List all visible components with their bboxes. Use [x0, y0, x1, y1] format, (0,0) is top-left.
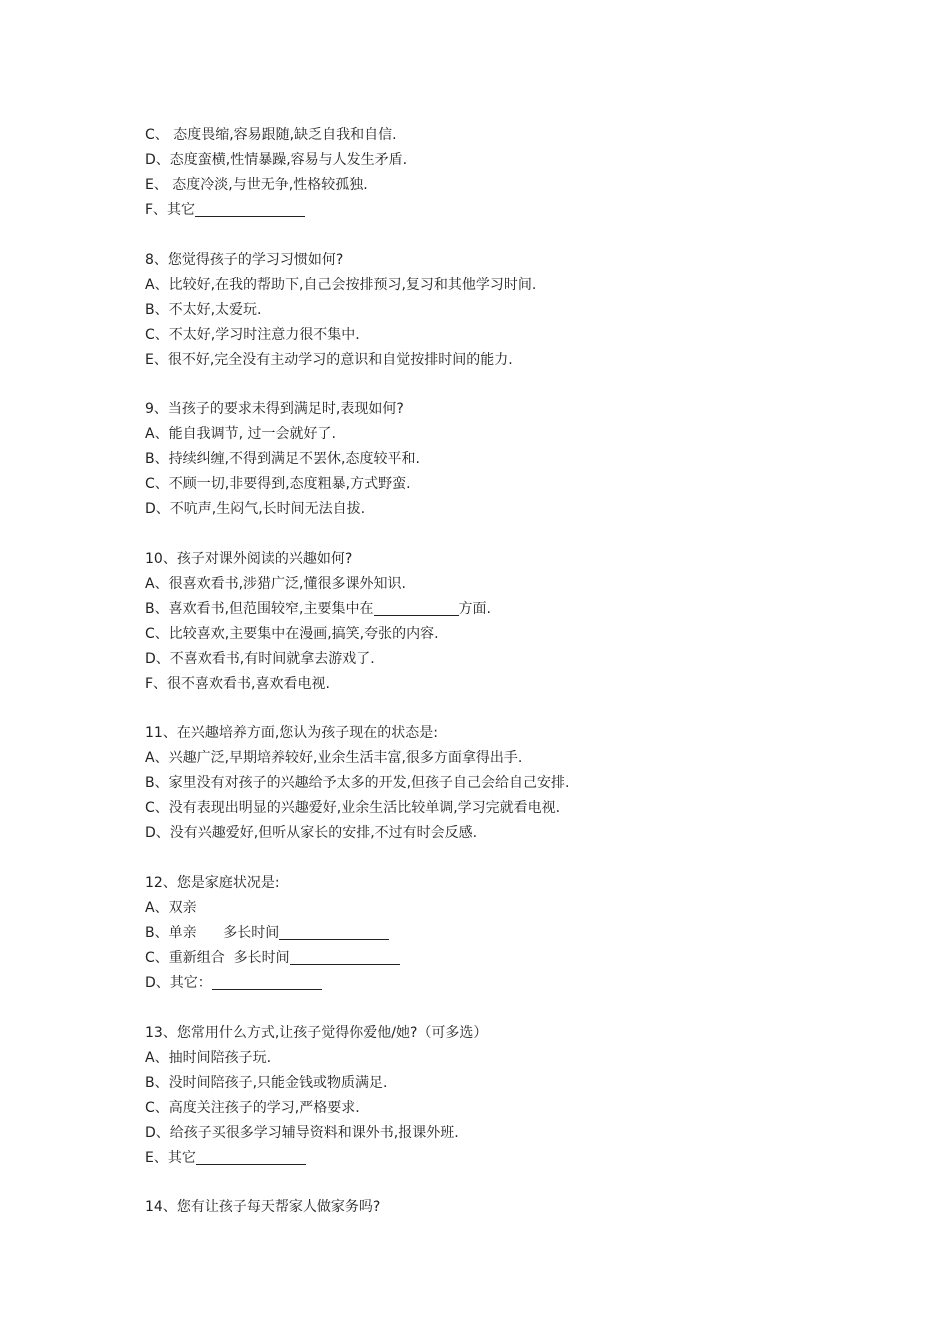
fill-in-blank[interactable]: [195, 200, 305, 217]
q13-question: 13、您常用什么方式,让孩子觉得你爱他/她?（可多选）: [145, 1024, 488, 1041]
q10-option-b-suffix: 方面.: [458, 600, 491, 617]
q7-option-e: E、 态度冷淡,与世无争,性格较孤独.: [145, 177, 368, 193]
q7-option-c: C、 态度畏缩,容易跟随,缺乏自我和自信.: [145, 127, 397, 143]
q11-option-b: B、家里没有对孩子的兴趣给予太多的开发,但孩子自己会给自己安排.: [145, 775, 570, 792]
q10-option-a: A、很喜欢看书,涉猎广泛,懂很多课外知识.: [145, 575, 406, 592]
q11-option-d: D、没有兴趣爱好,但听从家长的安排,不过有时会反感.: [145, 825, 478, 842]
q11-question: 11、在兴趣培养方面,您认为孩子现在的状态是:: [145, 725, 438, 742]
q12-question: 12、您是家庭状况是:: [145, 874, 280, 891]
q13-option-b: B、没时间陪孩子,只能金钱或物质满足.: [145, 1074, 388, 1091]
q12-option-a: A、双亲: [145, 899, 197, 916]
q14-question: 14、您有让孩子每天帮家人做家务吗?: [145, 1199, 381, 1216]
q9-option-b: B、持续纠缠,不得到满足不罢休,态度较平和.: [145, 451, 420, 468]
q13-option-a: A、抽时间陪孩子玩.: [145, 1049, 272, 1066]
q10-option-b: [145, 597, 905, 622]
q9-option-a: A、能自我调节, 过一会就好了.: [145, 426, 336, 443]
fill-in-blank[interactable]: [196, 1148, 306, 1165]
fill-in-blank[interactable]: [290, 948, 400, 965]
q9-question: 9、当孩子的要求未得到满足时,表现如何?: [145, 401, 404, 418]
q8-option-a: A、比较好,在我的帮助下,自己会按排预习,复习和其他学习时间.: [145, 276, 537, 293]
questionnaire-page: [145, 123, 905, 1220]
q12-option-d: [145, 971, 905, 996]
q12-option-c-label: C、重新组合 多长时间: [145, 949, 290, 966]
q8-option-e: E、很不好,完全没有主动学习的意识和自觉按排时间的能力.: [145, 351, 513, 368]
q9-option-d: D、不吭声,生闷气,长时间无法自拔.: [145, 501, 366, 518]
q10-option-b-label: B、喜欢看书,但范围较窄,主要集中在: [145, 600, 374, 617]
q12-option-b-label: B、单亲 多长时间: [145, 924, 280, 941]
q11-option-c: C、没有表现出明显的兴趣爱好,业余生活比较单调,学习完就看电视.: [145, 800, 561, 817]
q13-option-e-label: E、其它: [145, 1149, 196, 1166]
q12-option-b: [145, 921, 905, 946]
q8-option-b: B、不太好,太爱玩.: [145, 301, 262, 318]
q10-question: 10、孩子对课外阅读的兴趣如何?: [145, 550, 353, 567]
q10-option-d: D、不喜欢看书,有时间就拿去游戏了.: [145, 650, 375, 667]
q12-option-d-label: D、其它：: [145, 974, 212, 991]
fill-in-blank[interactable]: [374, 599, 459, 616]
q13-option-d: D、给孩子买很多学习辅导资料和课外书,报课外班.: [145, 1124, 459, 1141]
q9-option-c: C、不顾一切,非要得到,态度粗暴,方式野蛮.: [145, 476, 411, 493]
q10-option-f: F、很不喜欢看书,喜欢看电视.: [145, 675, 330, 692]
q10-option-c: C、比较喜欢,主要集中在漫画,搞笑,夸张的内容.: [145, 625, 439, 642]
q7-option-f: [145, 198, 905, 223]
q11-option-a: A、兴趣广泛,早期培养较好,业余生活丰富,很多方面拿得出手.: [145, 750, 523, 767]
q7-option-f-label: F、其它: [145, 202, 196, 218]
fill-in-blank[interactable]: [279, 923, 389, 940]
q13-option-e: [145, 1146, 905, 1171]
q8-question: 8、您觉得孩子的学习习惯如何?: [145, 251, 344, 268]
q13-option-c: C、高度关注孩子的学习,严格要求.: [145, 1099, 360, 1116]
q7-option-d: D、态度蛮横,性情暴躁,容易与人发生矛盾.: [145, 152, 408, 168]
q12-option-c: [145, 946, 905, 971]
q8-option-c: C、不太好,学习时注意力很不集中.: [145, 326, 360, 343]
fill-in-blank[interactable]: [212, 973, 322, 990]
